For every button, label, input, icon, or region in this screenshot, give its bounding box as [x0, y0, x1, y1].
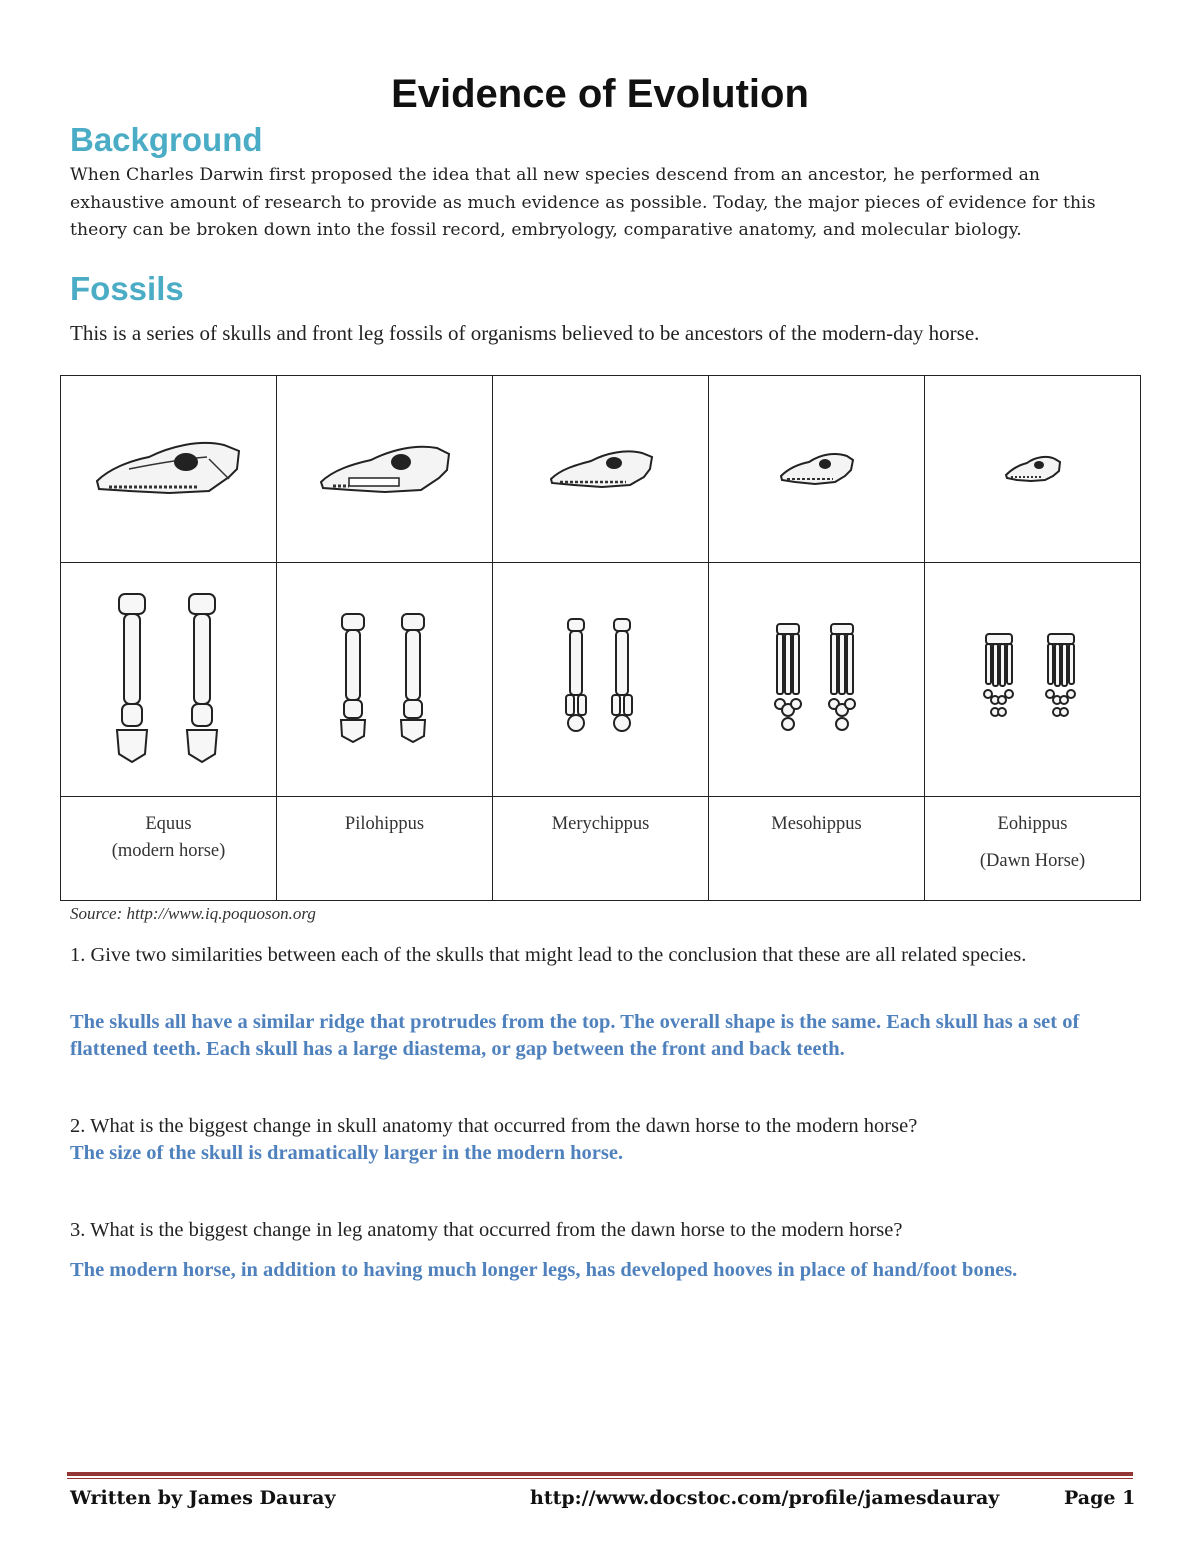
- skull-icon: [315, 434, 455, 504]
- skull-cell-pilohippus: [277, 376, 493, 563]
- leg-cell-eohippus: [925, 563, 1141, 797]
- fossils-heading: Fossils: [70, 270, 184, 307]
- leg-cell-merychippus: [493, 563, 709, 797]
- skull-cell-eohippus: [925, 376, 1141, 563]
- question-3: 3. What is the biggest change in leg anatomy that occurred from the dawn horse to the modern horse?: [70, 1219, 903, 1241]
- footer-url[interactable]: http://www.docstoc.com/profile/jamesdauray: [530, 1487, 1000, 1509]
- footer-rule-thin: [67, 1478, 1133, 1479]
- species-name-cell: [925, 797, 1141, 901]
- leg-bones-icon: [767, 620, 867, 740]
- skull-cell-mesohippus: [709, 376, 925, 563]
- species-name: Equus: [145, 814, 192, 834]
- footer-page-number: Page 1: [1064, 1487, 1136, 1509]
- species-name-cell: [61, 797, 277, 901]
- species-note: (Dawn Horse): [979, 851, 1086, 871]
- skull-cell-merychippus: [493, 376, 709, 563]
- species-name: Merychippus: [551, 814, 650, 834]
- question-1: 1. Give two similarities between each of the skulls that might lead to the conclusion that these are all related species.: [70, 944, 1027, 966]
- species-name-cell: [709, 797, 925, 901]
- source-citation: Source: http://www.iq.poquoson.org: [70, 904, 316, 923]
- answer-1: The skulls all have a similar ridge that protrudes from the top. The overall shape is the same. Each skull has a set of flattened teeth. Each skull has a large diastema, or gap between the front and back teeth.: [70, 1011, 1080, 1060]
- leg-cell-pilohippus: [277, 563, 493, 797]
- question-2: 2. What is the biggest change in skull anatomy that occurred from the dawn horse to the modern horse?: [70, 1115, 918, 1137]
- species-name: Mesohippus: [771, 814, 862, 834]
- leg-bones-icon: [109, 590, 229, 770]
- fossils-intro: This is a series of skulls and front leg fossils of organisms believed to be ancestors of the modern-day horse.: [70, 321, 980, 345]
- species-name: Pilohippus: [344, 814, 425, 834]
- skull-icon: [1003, 451, 1063, 487]
- skull-icon: [777, 446, 857, 492]
- skull-icon: [89, 429, 249, 509]
- fossil-table: [60, 375, 1141, 901]
- page-title: Evidence of Evolution: [391, 72, 809, 116]
- answer-2: The size of the skull is dramatically larger in the modern horse.: [70, 1142, 624, 1164]
- answer-3: The modern horse, in addition to having much longer legs, has developed hooves in place of hand/foot bones.: [70, 1259, 1018, 1281]
- leg-bones-icon: [978, 630, 1088, 730]
- leg-bones-icon: [330, 610, 440, 750]
- species-name-cell: [277, 797, 493, 901]
- background-heading: Background: [70, 121, 263, 158]
- skull-icon: [546, 441, 656, 497]
- species-name: Eohippus: [997, 814, 1068, 834]
- footer-rule: [67, 1472, 1133, 1476]
- leg-cell-mesohippus: [709, 563, 925, 797]
- background-paragraph: When Charles Darwin first proposed the idea that all new species descend from an ancestor, he performed an exhaustive amount of research to provide as much evidence as possible. Today, the major pieces of evidence for this theory can be broken down into the fossil record, embryology, comparative anatomy, and molecular biology.: [70, 165, 1096, 240]
- leg-cell-equus: [61, 563, 277, 797]
- skull-cell-equus: [61, 376, 277, 563]
- footer-author: Written by James Dauray: [70, 1487, 336, 1509]
- leg-bones-icon: [556, 615, 646, 745]
- species-name-cell: [493, 797, 709, 901]
- species-note: (modern horse): [111, 841, 226, 861]
